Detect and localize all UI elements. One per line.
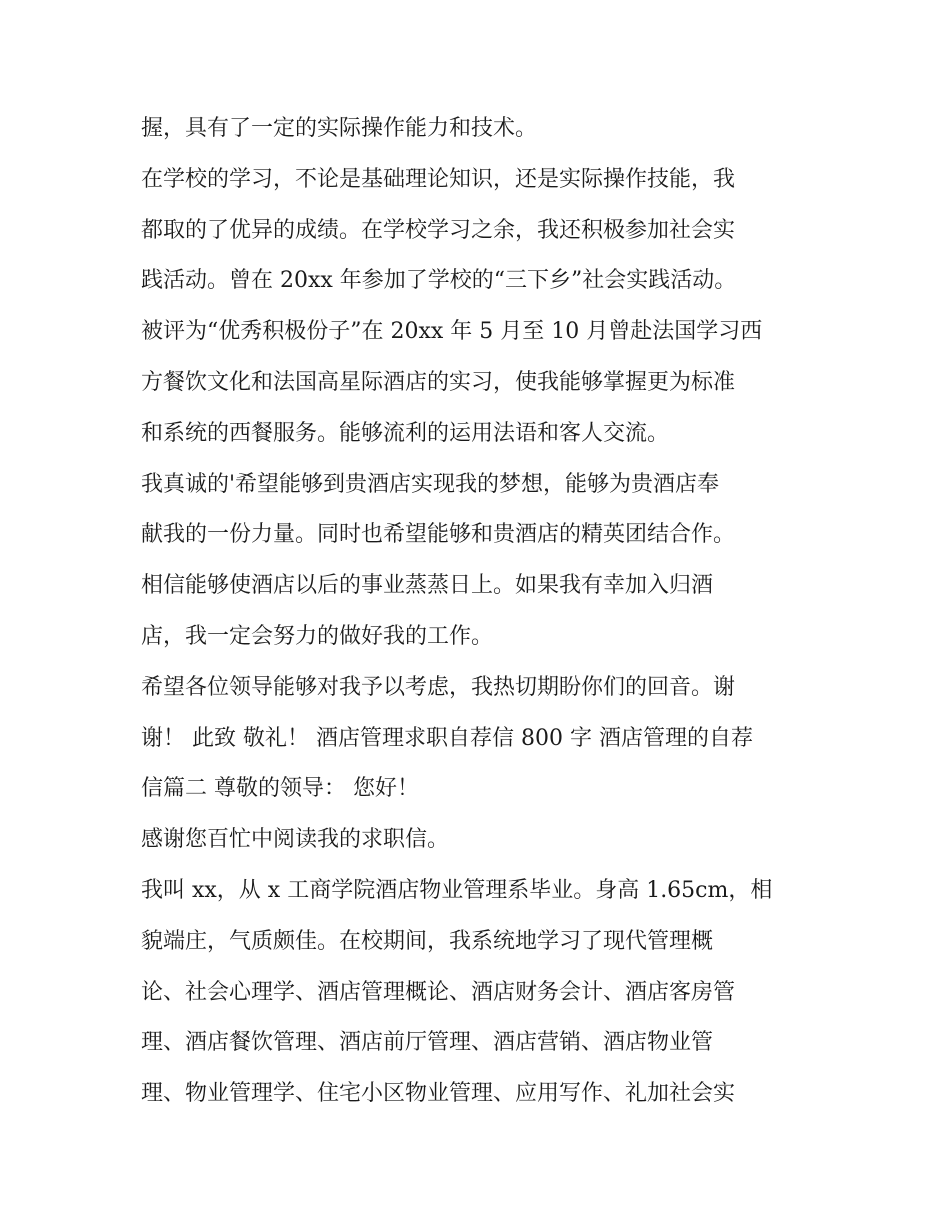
text-line: 理、物业管理学、住宅小区物业管理、应用写作、礼加社会实: [141, 1081, 736, 1107]
text-line: 希望各位领导能够对我予以考虑，我热切期盼你们的回音。谢: [141, 674, 736, 700]
text-line: 握，具有了一定的实际操作能力和技术。: [141, 116, 538, 141]
text-line: 谢！ 此致 敬礼！ 酒店管理求职自荐信 800 字 酒店管理的自荐: [141, 725, 753, 751]
text-line: 论、社会心理学、酒店管理概论、酒店财务会计、酒店客房管: [141, 979, 736, 1005]
text-line: 店，我一定会努力的做好我的工作。: [141, 623, 494, 649]
text-line: 信篇二 尊敬的领导： 您好！: [141, 776, 419, 802]
text-line: 貌端庄，气质颇佳。在校期间，我系统地学习了现代管理概: [141, 928, 714, 954]
text-line: 方餐饮文化和法国高星际酒店的实习，使我能够掌握更为标准: [141, 369, 736, 395]
text-line: 我真诚的'希望能够到贵酒店实现我的梦想，能够为贵酒店奉: [141, 471, 720, 497]
text-line: 在学校的学习，不论是基础理论知识，还是实际操作技能，我: [141, 166, 736, 192]
text-line: 践活动。曾在 20xx 年参加了学校的“三下乡”社会实践活动。: [141, 268, 737, 294]
text-line: 相信能够使酒店以后的事业蒸蒸日上。如果我有幸加入归酒: [141, 573, 714, 599]
text-line: 理、酒店餐饮管理、酒店前厅管理、酒店营销、酒店物业管: [141, 1030, 714, 1056]
text-line: 和系统的西餐服务。能够流利的运用法语和客人交流。: [141, 420, 670, 446]
text-line: 献我的一份力量。同时也希望能够和贵酒店的精英团结合作。: [141, 522, 736, 548]
text-line: 我叫 xx，从 x 工商学院酒店物业管理系毕业。身高 1.65cm，相: [141, 877, 773, 903]
text-line: 都取的了优异的成绩。在学校学习之余，我还积极参加社会实: [141, 217, 736, 243]
text-line: 感谢您百忙中阅读我的求职信。: [141, 827, 450, 853]
body-text: [141, 104, 821, 1120]
text-line: 被评为“优秀积极份子”在 20xx 年 5 月至 10 月曾赴法国学习西: [141, 319, 763, 345]
